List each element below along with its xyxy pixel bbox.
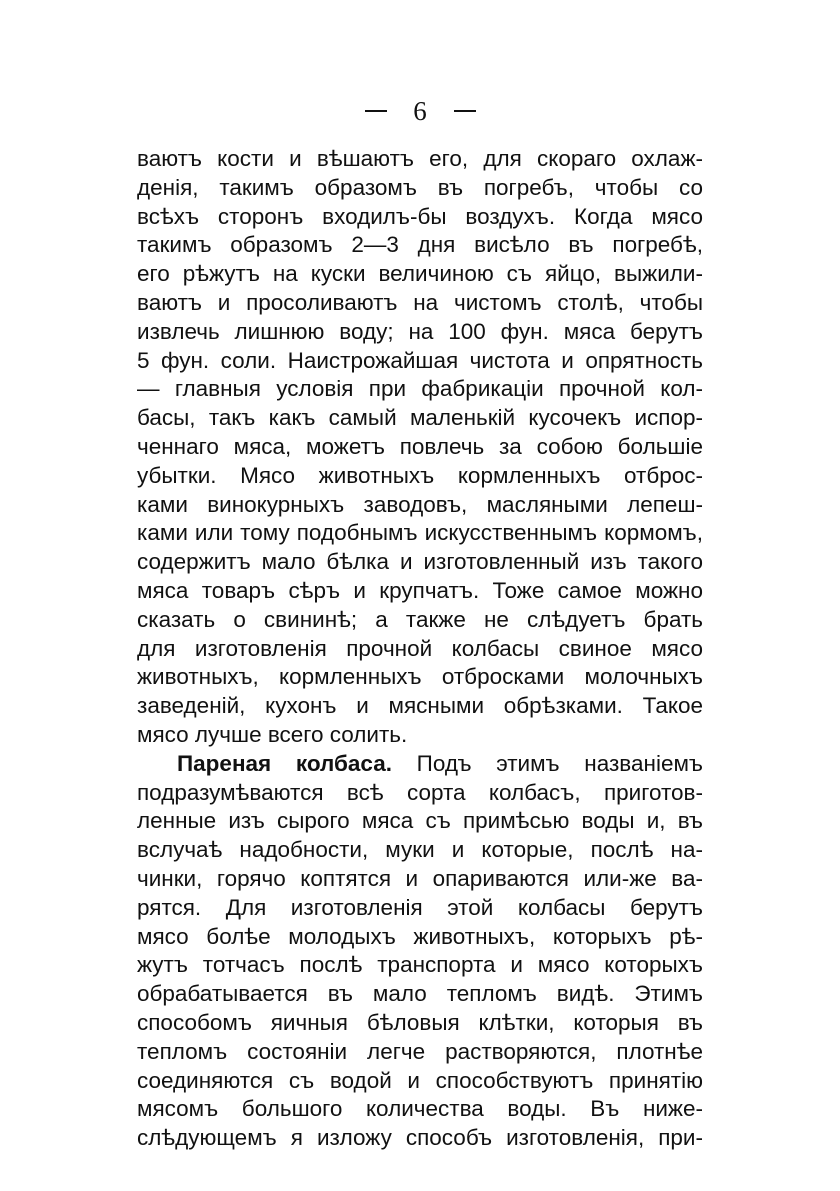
paragraph-2 [137, 750, 703, 1153]
text-line: 5 фун. соли. Наистрожайшая чистота и опрятность [137, 347, 703, 373]
text-line: убытки. Мясо животныхъ кормленныхъ отброс- [137, 462, 703, 488]
text-line: сказать о свининѣ; а также не слѣдуетъ брать [137, 606, 703, 632]
paragraph-1 [137, 145, 703, 750]
text-line: ченнаго мяса, можетъ повлечь за собою большіе [137, 433, 703, 459]
text-line: такимъ образомъ 2—3 дня висѣло въ погребѣ, [137, 232, 703, 258]
text-line: жутъ тотчасъ послѣ транспорта и мясо которыхъ [137, 952, 703, 978]
text-line: рятся. Для изготовленія этой колбасы берутъ [137, 894, 703, 920]
text-line: ваютъ и просоливаютъ на чистомъ столѣ, чтобы [137, 289, 703, 315]
text-line: денія, такимъ образомъ въ погребъ, чтобы со [137, 174, 703, 200]
text-line: для изготовленія прочной колбасы свиное мясо [137, 635, 703, 661]
text-line: мясо болѣе молодыхъ животныхъ, которыхъ рѣ- [137, 923, 703, 949]
text-line: ками винокурныхъ заводовъ, масляными лепеш- [137, 491, 703, 517]
text-line: ваютъ кости и вѣшаютъ его, для скораго охлаж- [137, 146, 703, 171]
right-dash [454, 110, 476, 112]
text-line: всѣхъ сторонъ входилъ-бы воздухъ. Когда мясо [137, 203, 703, 229]
body-text [137, 145, 703, 1153]
first-line-text: Подъ этимъ названіемъ [391, 750, 703, 776]
text-line: соединяются съ водой и способствуютъ принятію [137, 1067, 703, 1093]
page-number: 6 [413, 95, 427, 126]
text-line: животныхъ, кормленныхъ отбросками молочныхъ [137, 664, 703, 690]
text-line: его рѣжутъ на куски величиною съ яйцо, выжили- [137, 261, 703, 287]
text-line: извлечь лишнюю воду; на 100 фун. мяса берутъ [137, 318, 703, 344]
text-line: — главныя условія при фабрикаціи прочной кол- [137, 376, 703, 402]
text-line: обрабатывается въ мало тепломъ видѣ. Этимъ [137, 981, 703, 1007]
text-line: мясомъ большого количества воды. Въ ниже- [137, 1096, 703, 1122]
text-line: басы, такъ какъ самый маленькій кусочекъ испор- [137, 405, 703, 431]
text-line: ленные изъ сырого мяса съ примѣсью воды и, въ [137, 808, 703, 834]
text-line: чинки, горячо коптятся и опариваются или-же ва- [137, 865, 703, 891]
text-line: вслучаѣ надобности, муки и которые, послѣ на- [137, 837, 703, 863]
page-header [0, 88, 840, 128]
left-dash [365, 110, 387, 112]
text-line: мясо лучше всего солить. [137, 721, 408, 747]
text-line: заведеній, кухонъ и мясными обрѣзками. Такое [137, 693, 703, 719]
text-line: ками или тому подобнымъ искусственнымъ кормомъ, [137, 520, 703, 546]
paragraph-2-first-line [137, 750, 703, 779]
text-line: подразумѣваются всѣ сорта колбасъ, приготов- [137, 779, 703, 805]
text-line: мяса товаръ сѣръ и крупчатъ. Тоже самое можно [137, 577, 703, 603]
text-line: тепломъ состояніи легче растворяются, плотнѣе [137, 1038, 703, 1064]
text-line: слѣдующемъ я изложу способъ изготовленія, при- [137, 1125, 703, 1151]
text-line: способомъ яичныя бѣловыя клѣтки, которыя въ [137, 1009, 703, 1035]
section-heading: Пареная колбаса. [177, 750, 392, 776]
text-line: содержитъ мало бѣлка и изготовленный изъ такого [137, 549, 703, 575]
